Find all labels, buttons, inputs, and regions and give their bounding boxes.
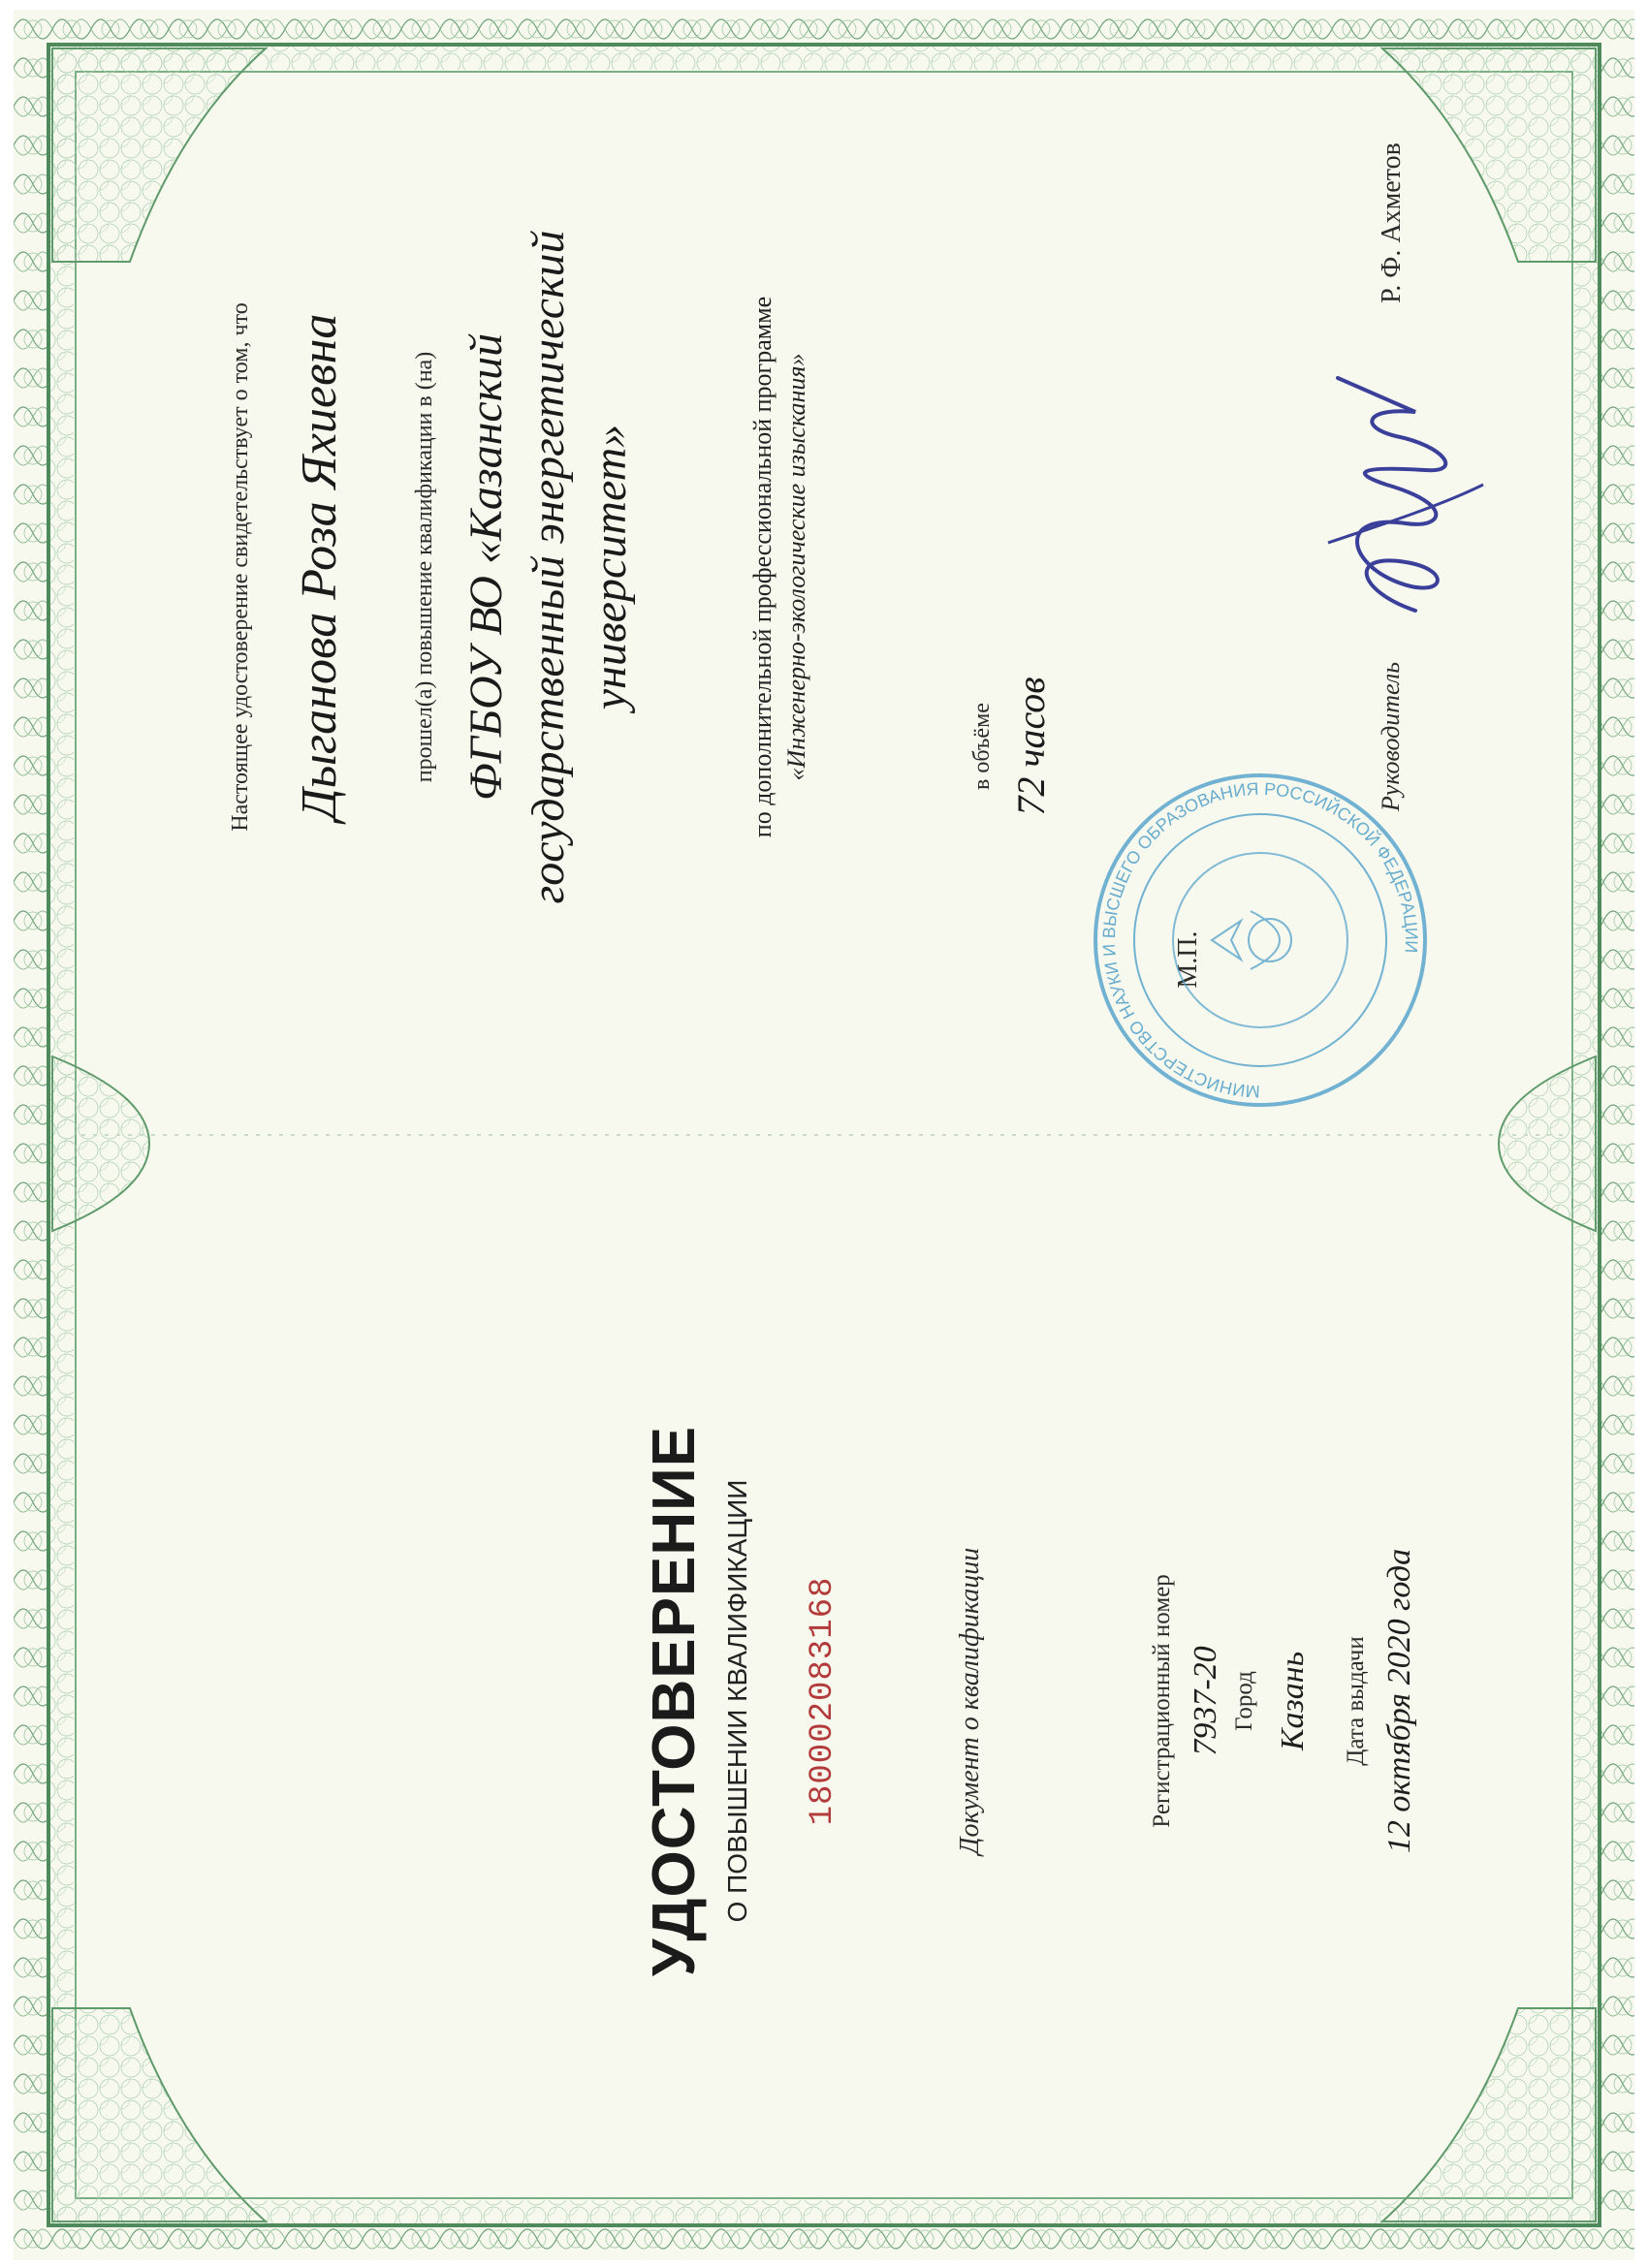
document-type: Документ о квалификации	[955, 1547, 985, 1855]
program-name: «Инженерно-экологические изыскания»	[782, 353, 810, 781]
registration-number: 7937-20	[1188, 1646, 1223, 1756]
organization-line-2: государственный энергетический	[523, 230, 574, 904]
issue-date-label: Дата выдачи	[1343, 1636, 1369, 1766]
stamp-ring-text: МИНИСТЕРСТВО НАУКИ И ВЫСШЕГО ОБРАЗОВАНИЯ РОССИЙСКОЙ ФЕДЕРАЦИИ	[1098, 778, 1422, 1102]
official-stamp	[1086, 766, 1435, 1115]
program-label: по дополнительной профессиональной программе	[748, 296, 776, 838]
certificate-title: УДОСТОВЕРЕНИЕ	[641, 1425, 708, 1977]
organization-line-3: университет»	[585, 424, 636, 710]
issue-date: 12 октября 2020 года	[1381, 1548, 1417, 1854]
registration-label: Регистрационный номер	[1149, 1574, 1175, 1828]
city-value: Казань	[1275, 1651, 1311, 1751]
volume-label: в объёме	[969, 703, 995, 790]
passed-text: прошел(а) повышение квалификации в (на)	[412, 351, 437, 783]
serial-number: 180002083168	[805, 1576, 841, 1826]
stamp-label: М.П.	[1173, 930, 1203, 989]
city-label: Город	[1231, 1671, 1257, 1731]
svg-text:МИНИСТЕРСТВО НАУКИ И ВЫСШЕГО О	[1099, 779, 1421, 1101]
holder-name: Дыганова Роза Яхиевна	[292, 313, 347, 821]
head-name: Р. Ф. Ахметов	[1377, 142, 1407, 303]
certificate-subtitle: О ПОВЫШЕНИИ КВАЛИФИКАЦИИ	[722, 1479, 752, 1923]
left-page	[0, 1134, 1648, 2268]
head-label: Руководитель	[1377, 661, 1405, 812]
volume-value: 72 часов	[1009, 677, 1053, 816]
signature	[1299, 359, 1493, 630]
intro-text: Настоящее удостоверение свидетельствует о том, что	[228, 302, 253, 832]
organization-line-1: ФГБОУ ВО «Казанский	[460, 332, 512, 802]
